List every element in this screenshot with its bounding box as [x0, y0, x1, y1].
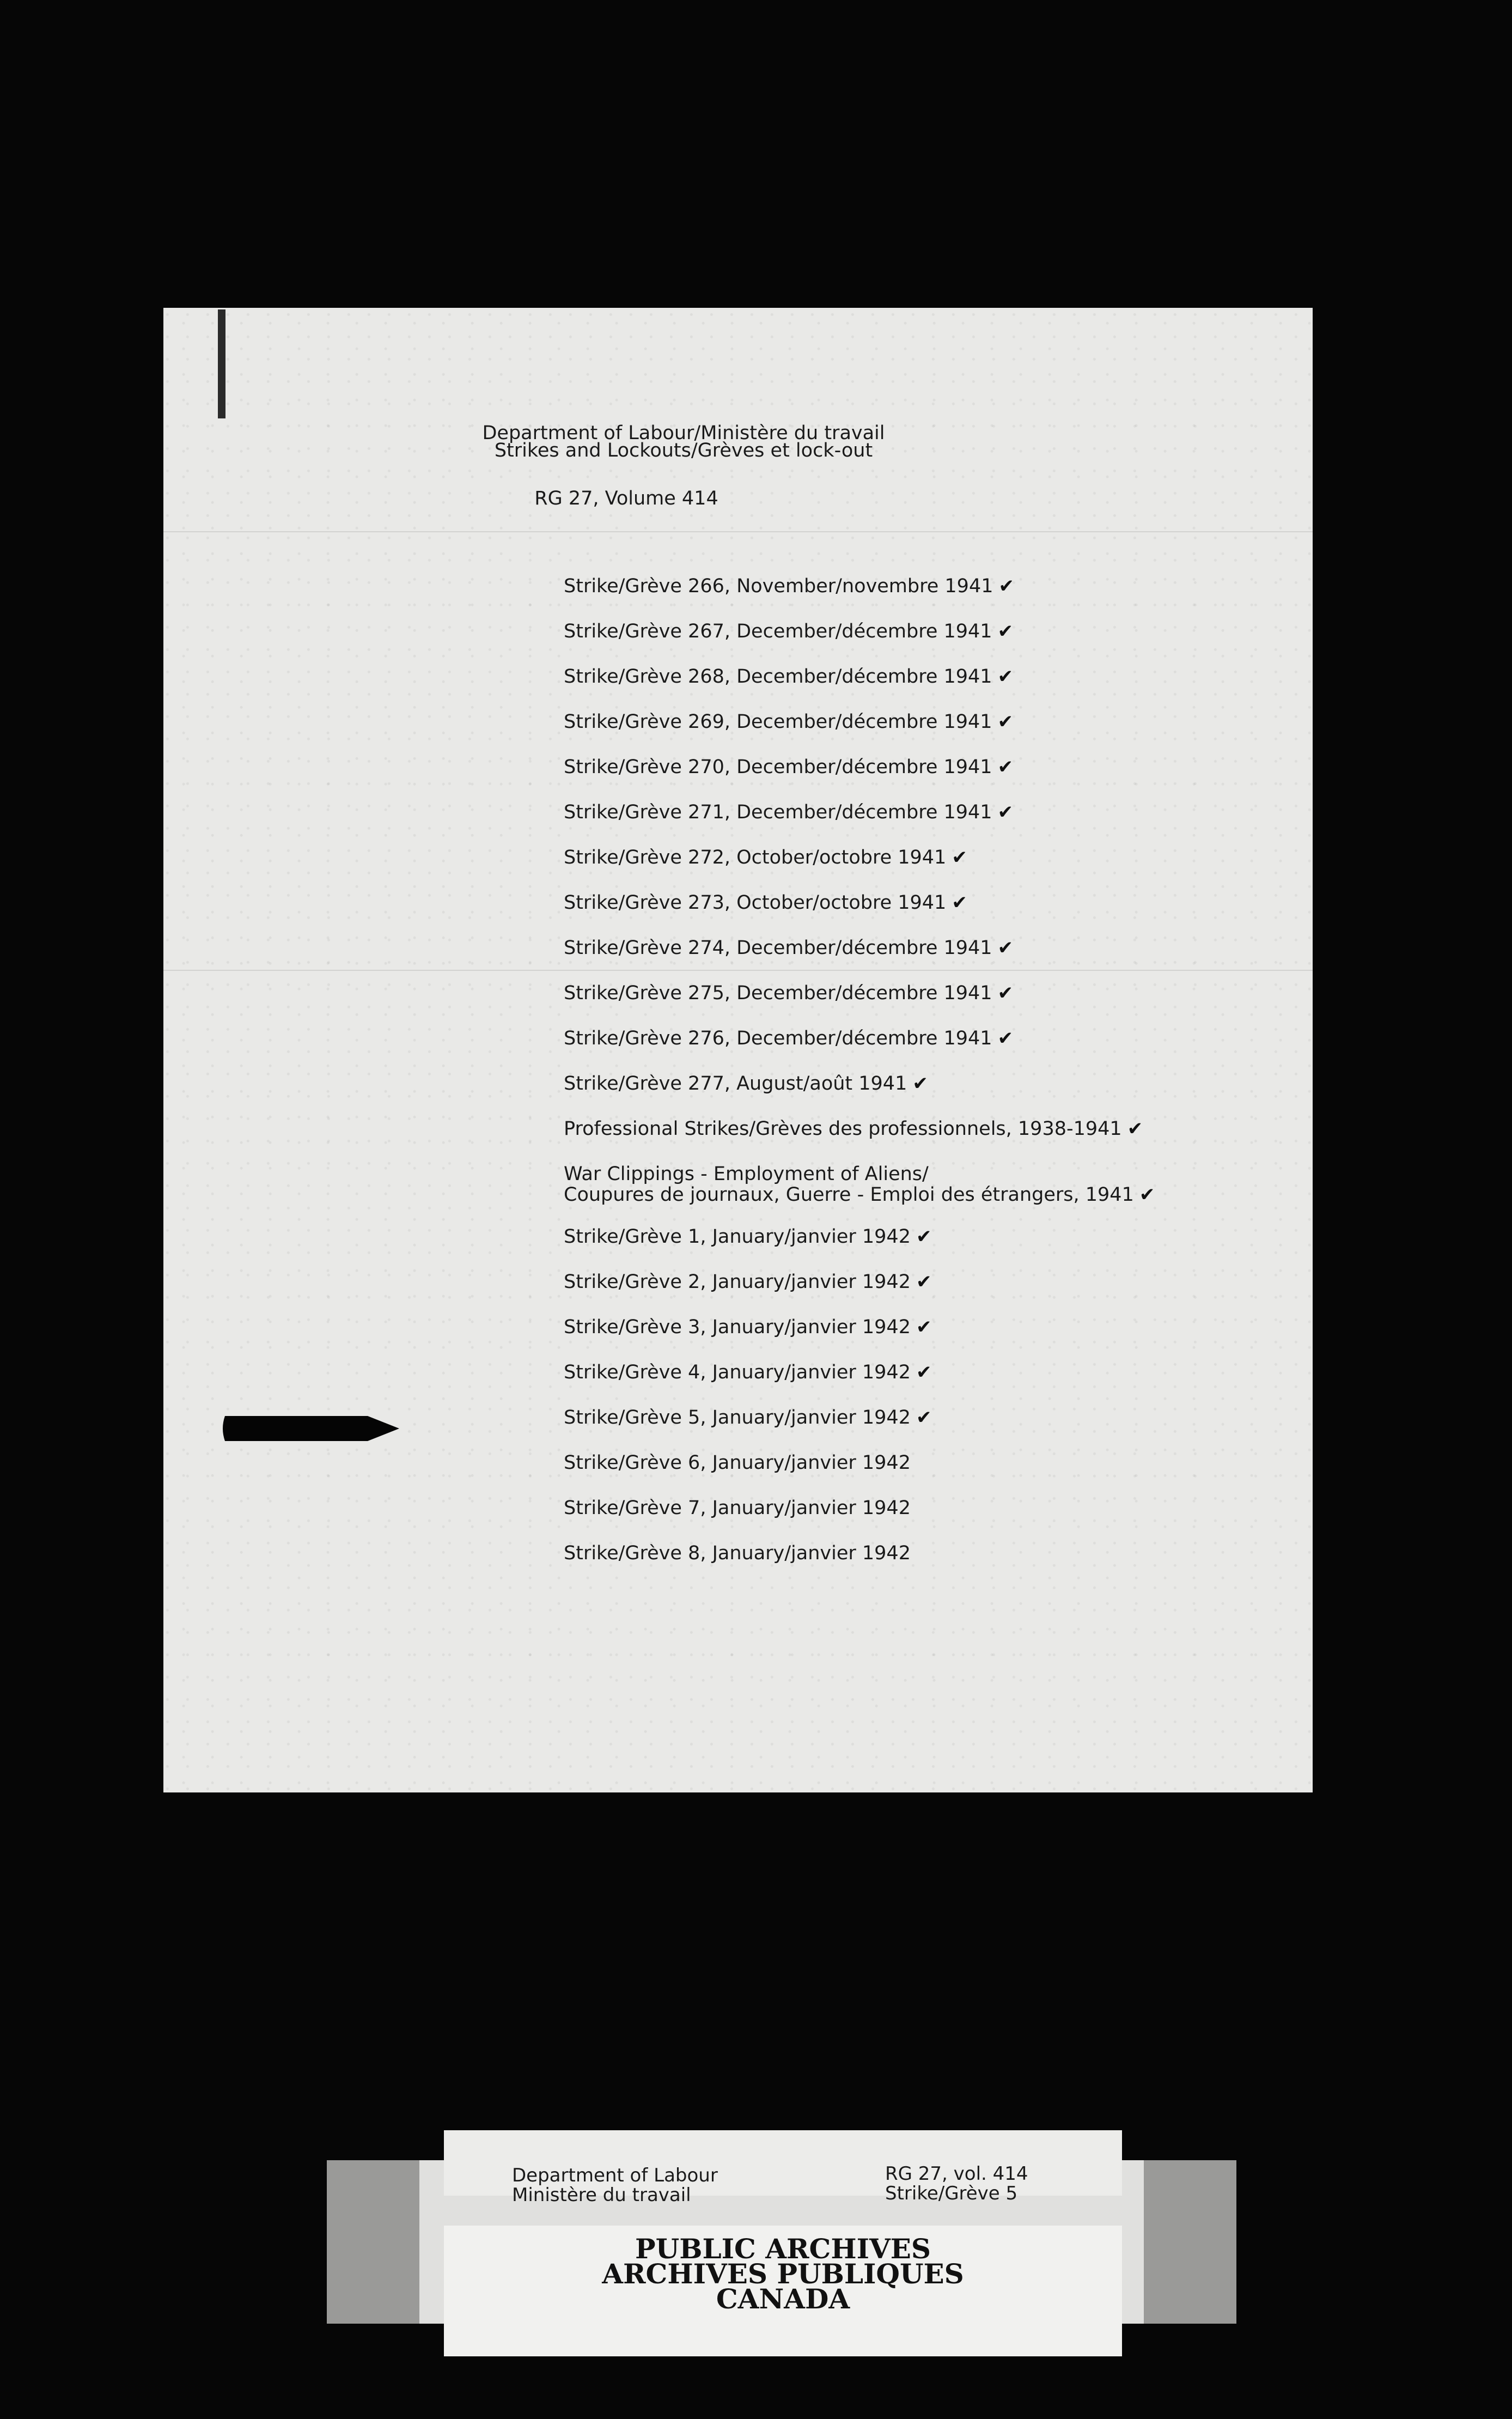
document-page — [163, 308, 1313, 1792]
header-series: Strikes and Lockouts/Grèves et lock-out — [494, 440, 873, 461]
check-mark-icon: ✔ — [1127, 1118, 1143, 1140]
list-item — [564, 576, 1155, 621]
list-item — [564, 621, 1155, 666]
entry-text: Strike/Grève 272, October/octobre 1941 ✔ — [564, 847, 967, 868]
entry-list — [564, 576, 1155, 1588]
label-volume: RG 27, vol. 414 — [885, 2163, 1028, 2185]
stamp-line-3: CANADA — [716, 2283, 850, 2315]
archives-stamp — [444, 2233, 1122, 2315]
check-mark-icon: ✔ — [998, 575, 1014, 597]
check-mark-icon: ✔ — [997, 711, 1014, 733]
entry-text: Strike/Grève 270, December/décembre 1941 ✔ — [564, 756, 1014, 778]
entry-text: Strike/Grève 4, January/janvier 1942 ✔ — [564, 1362, 932, 1383]
entry-text: Strike/Grève 277, August/août 1941 ✔ — [564, 1073, 928, 1095]
header-volume: RG 27, Volume 414 — [534, 488, 718, 509]
check-mark-icon: ✔ — [997, 756, 1014, 778]
label-reference — [885, 2164, 1028, 2203]
label-department — [512, 2166, 718, 2205]
check-mark-icon: ✔ — [916, 1271, 932, 1293]
entry-text: Strike/Grève 3, January/janvier 1942 ✔ — [564, 1316, 932, 1338]
check-mark-icon: ✔ — [916, 1362, 932, 1383]
list-item — [564, 1073, 1155, 1119]
list-item — [564, 1407, 1155, 1452]
entry-text: Strike/Grève 274, December/décembre 1941 ✔ — [564, 937, 1014, 959]
list-item — [564, 712, 1155, 757]
list-item — [564, 847, 1155, 892]
list-item — [564, 1164, 1155, 1226]
page-edge-mark — [218, 309, 225, 418]
check-mark-icon: ✔ — [952, 892, 967, 914]
label-department-fr: Ministère du travail — [512, 2184, 691, 2206]
entry-text: Strike/Grève 2, January/janvier 1942 ✔ — [564, 1271, 932, 1293]
check-mark-icon: ✔ — [916, 1226, 932, 1248]
list-item — [564, 938, 1155, 983]
check-mark-icon: ✔ — [997, 982, 1014, 1004]
entry-text: Strike/Grève 7, January/janvier 1942 — [564, 1497, 911, 1519]
label-department-en: Department of Labour — [512, 2165, 718, 2186]
check-mark-icon: ✔ — [952, 847, 967, 868]
check-mark-icon: ✔ — [912, 1073, 928, 1095]
check-mark-icon: ✔ — [916, 1407, 932, 1429]
entry-text-line-2: Coupures de journaux, Guerre - Emploi des étrangers, 1941 ✔ — [564, 1184, 1155, 1206]
fold-line — [163, 531, 1313, 532]
entry-text: Strike/Grève 5, January/janvier 1942 ✔ — [564, 1407, 932, 1429]
entry-text: Strike/Grève 1, January/janvier 1942 ✔ — [564, 1226, 932, 1248]
list-item — [564, 757, 1155, 802]
entry-text: Strike/Grève 267, December/décembre 1941 ✔ — [564, 621, 1014, 642]
list-item — [564, 1272, 1155, 1317]
check-mark-icon: ✔ — [1139, 1184, 1155, 1206]
check-mark-icon: ✔ — [997, 666, 1014, 688]
check-mark-icon: ✔ — [916, 1316, 932, 1338]
label-file: Strike/Grève 5 — [885, 2183, 1018, 2204]
check-mark-icon: ✔ — [997, 801, 1014, 823]
label-bracket-right — [1144, 2160, 1236, 2324]
entry-text: Strike/Grève 266, November/novembre 1941 ✔ — [564, 575, 1014, 597]
entry-text: Strike/Grève 8, January/janvier 1942 — [564, 1542, 911, 1564]
label-bracket-left — [327, 2160, 419, 2324]
list-item — [564, 1317, 1155, 1362]
list-item — [564, 1028, 1155, 1073]
list-item — [564, 1362, 1155, 1407]
list-item — [564, 802, 1155, 847]
entry-text: War Clippings - Employment of Aliens/ — [564, 1163, 929, 1185]
archive-label-card — [444, 2130, 1122, 2206]
entry-text: Strike/Grève 268, December/décembre 1941 ✔ — [564, 666, 1014, 688]
header-department: Department of Labour/Ministère du travail — [482, 422, 885, 444]
list-item — [564, 892, 1155, 938]
pointer-arrow-marker — [221, 1413, 400, 1444]
entry-text: Strike/Grève 271, December/décembre 1941 ✔ — [564, 801, 1014, 823]
list-item — [564, 983, 1155, 1028]
entry-text: Strike/Grève 273, October/octobre 1941 ✔ — [564, 892, 967, 914]
stamp-line-2: ARCHIVES PUBLIQUES — [602, 2258, 964, 2290]
list-item — [564, 1543, 1155, 1588]
entry-text: Strike/Grève 6, January/janvier 1942 — [564, 1452, 911, 1474]
stamp-line-1: PUBLIC ARCHIVES — [635, 2233, 931, 2265]
list-item — [564, 1452, 1155, 1498]
list-item — [564, 1119, 1155, 1164]
list-item — [564, 1226, 1155, 1272]
check-mark-icon: ✔ — [997, 621, 1014, 642]
list-item — [564, 1498, 1155, 1543]
check-mark-icon: ✔ — [997, 1028, 1014, 1049]
entry-text: Strike/Grève 275, December/décembre 1941 ✔ — [564, 982, 1014, 1004]
list-item — [564, 666, 1155, 712]
entry-text: Professional Strikes/Grèves des professionnels, 1938-1941 ✔ — [564, 1118, 1143, 1140]
entry-text: Strike/Grève 269, December/décembre 1941 ✔ — [564, 711, 1014, 733]
check-mark-icon: ✔ — [997, 937, 1014, 959]
entry-text: Strike/Grève 276, December/décembre 1941 ✔ — [564, 1028, 1014, 1049]
